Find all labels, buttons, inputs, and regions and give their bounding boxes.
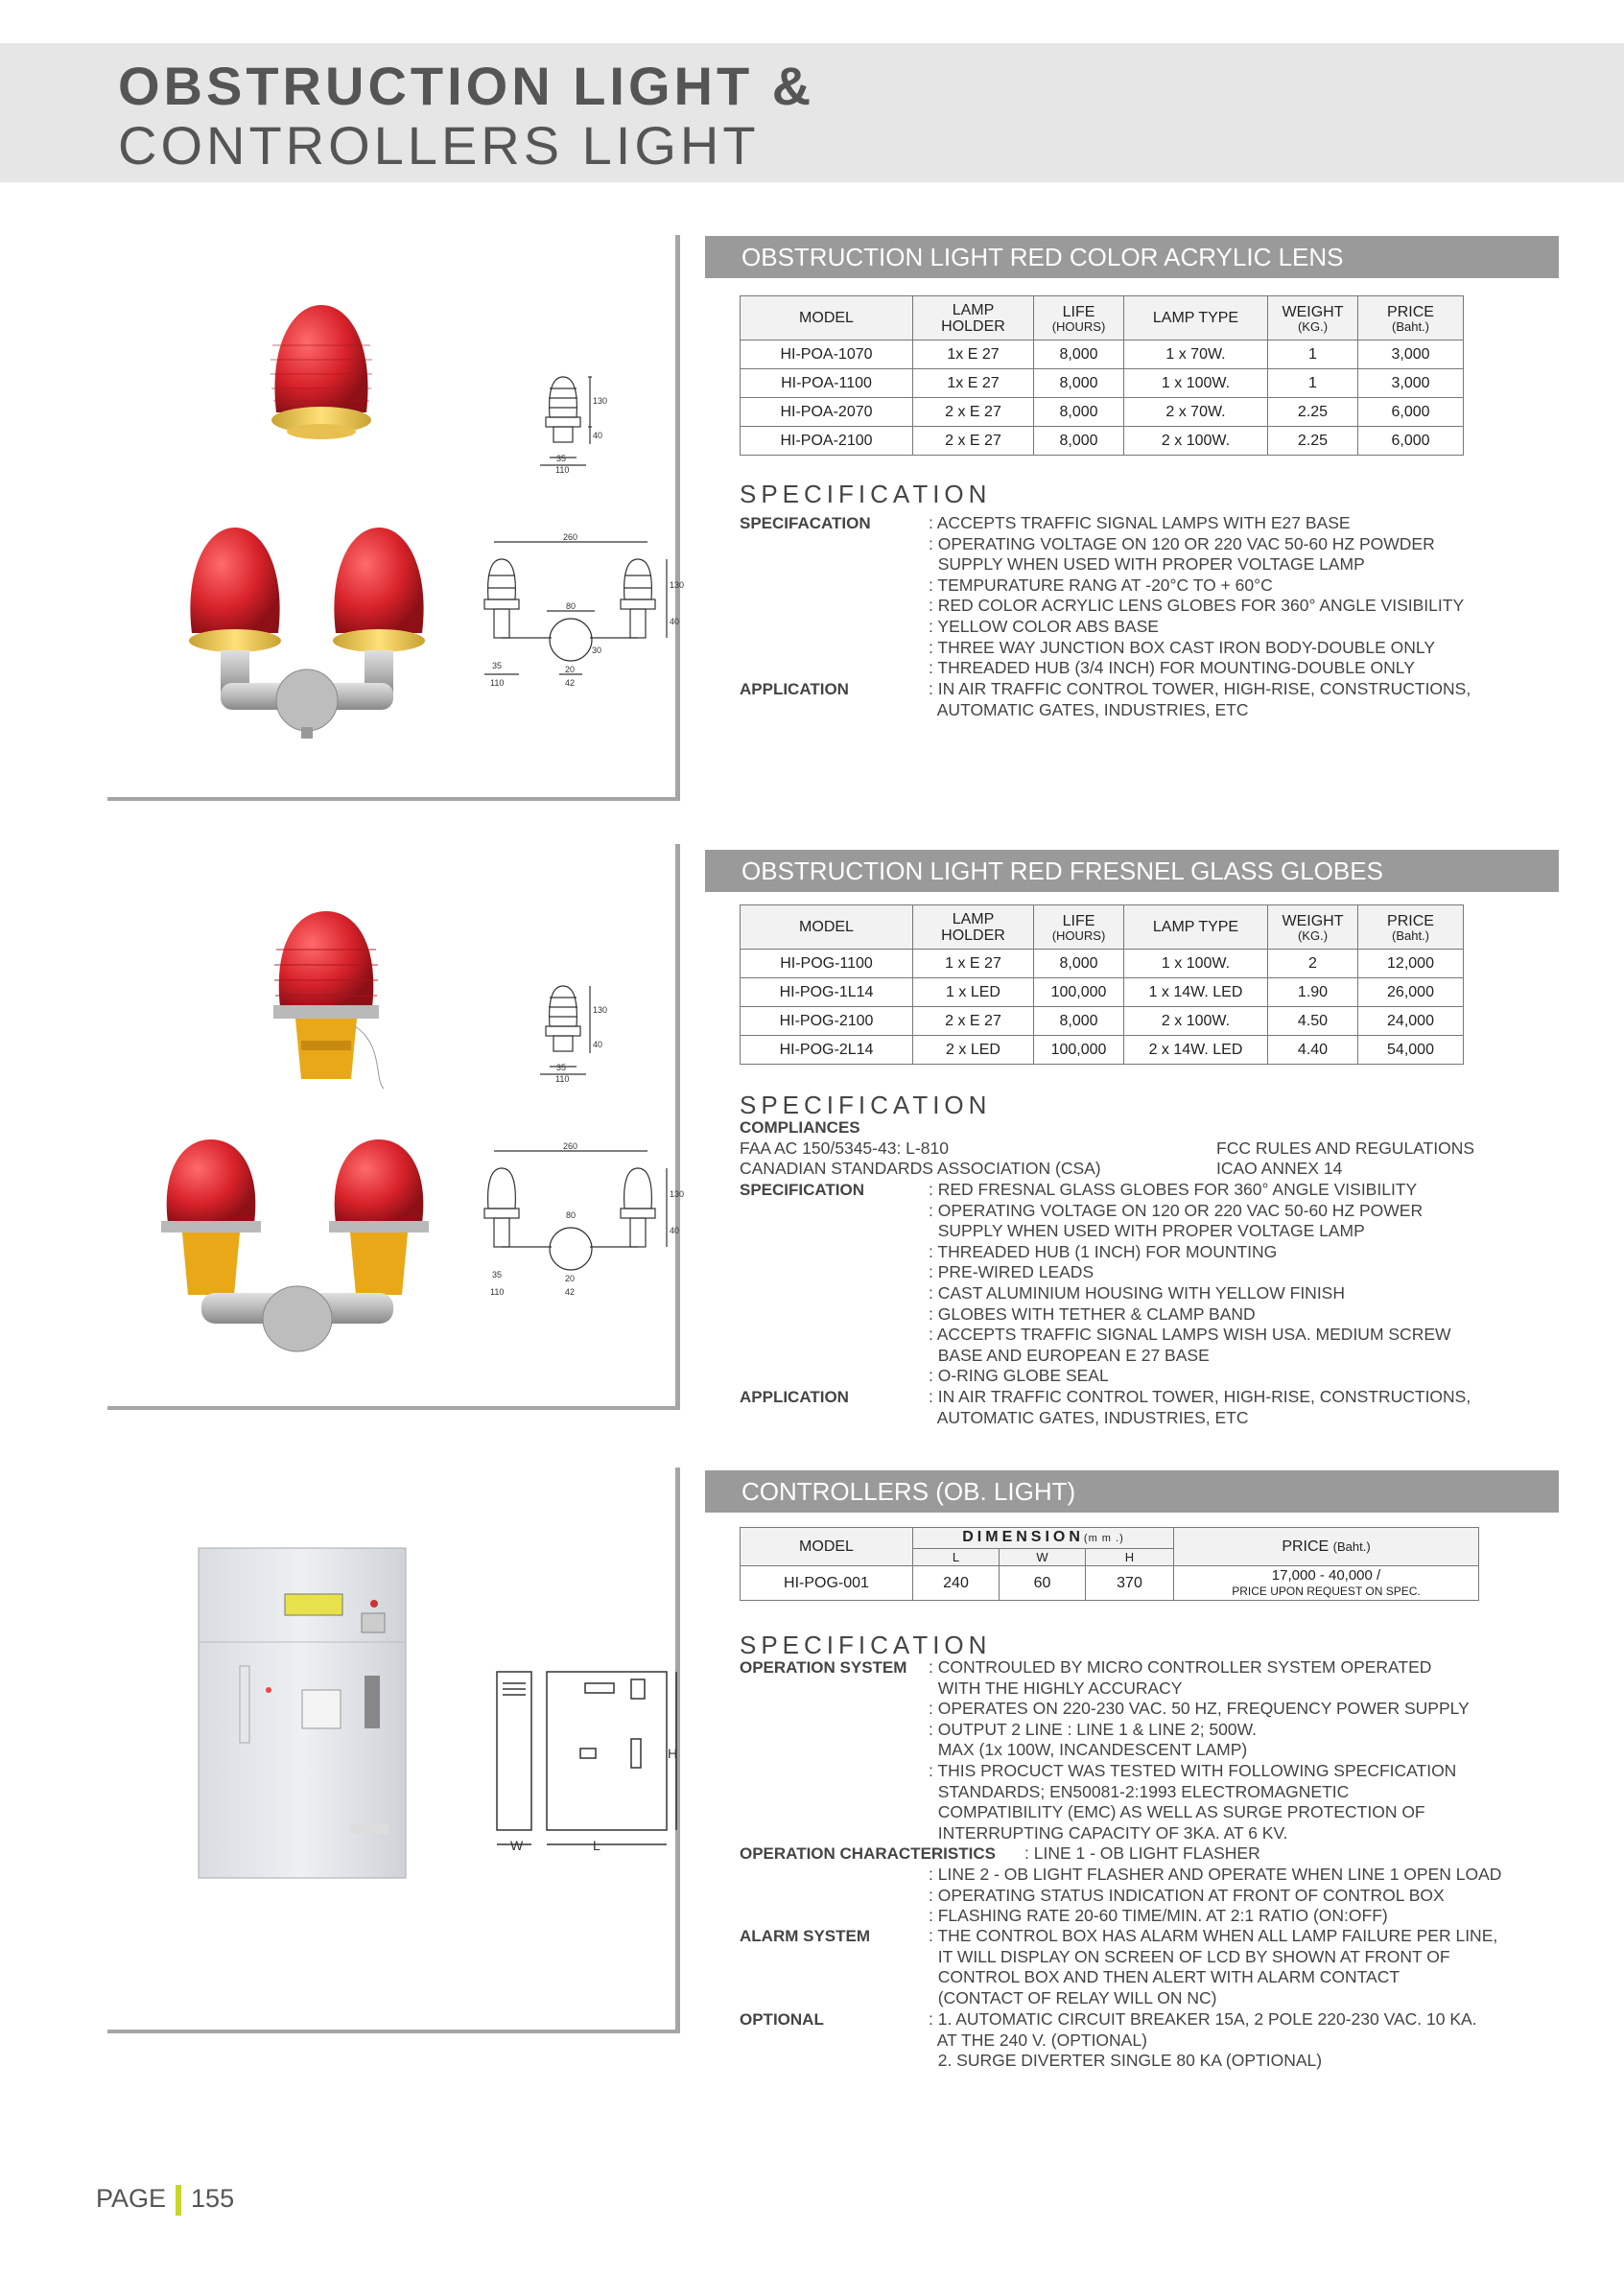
text-line: (CONTACT OF RELAY WILL ON NC) xyxy=(929,1987,1217,2007)
table-cell: 24,000 xyxy=(1358,1007,1464,1036)
ctrl-col-w: W xyxy=(1000,1549,1086,1566)
op-char-label: OPERATION CHARACTERISTICS xyxy=(740,1844,996,1863)
section1-spec-heading: SPECIFICATION xyxy=(740,480,992,508)
op-char-first: : LINE 1 - OB LIGHT FLASHER xyxy=(1024,1843,1260,1863)
table-row xyxy=(741,398,1464,427)
table-cell: 2 x 100W. xyxy=(1124,427,1268,456)
page-number: 155 xyxy=(191,2184,235,2213)
table-cell: 1 x 100W. xyxy=(1124,369,1268,398)
dim2-40: 40 xyxy=(593,1040,603,1049)
table-cell: HI-POG-1100 xyxy=(741,950,913,978)
col2-model: MODEL xyxy=(741,905,913,950)
table-cell: 54,000 xyxy=(1358,1036,1464,1065)
table-cell: 2 x 14W. LED xyxy=(1124,1036,1268,1065)
text-line: : OPERATING VOLTAGE ON 120 OR 220 VAC 50-60 HZ POWER xyxy=(929,1200,1424,1220)
text-line: : 1. AUTOMATIC CIRCUIT BREAKER 15A, 2 POLE 220-230 VAC. 10 KA. xyxy=(929,2009,1477,2029)
dim-40b: 40 xyxy=(670,617,680,626)
table-cell: 6,000 xyxy=(1358,427,1464,456)
dim2-130b: 130 xyxy=(670,1189,685,1199)
table-cell: 2 x E 27 xyxy=(913,427,1034,456)
table-cell: HI-POA-1100 xyxy=(741,369,913,398)
text-line: STANDARDS; EN50081-2:1993 ELECTROMAGNETIC xyxy=(929,1781,1350,1801)
controller-spec-table xyxy=(740,1527,1479,1601)
col-model: MODEL xyxy=(741,296,913,340)
col-price: PRICE (Baht.) xyxy=(1358,296,1464,340)
page-footer xyxy=(96,2184,234,2216)
ctrl-w: 60 xyxy=(1000,1566,1086,1601)
section2-spec-lines xyxy=(929,1180,1451,1387)
table-cell: 1 x 70W. xyxy=(1124,340,1268,369)
page-separator xyxy=(176,2185,181,2216)
section3-title: CONTROLLERS (OB. LIGHT) xyxy=(741,1477,1076,1506)
table-cell: 1 x 100W. xyxy=(1124,950,1268,978)
table-cell: 4.50 xyxy=(1268,1007,1358,1036)
dim-35b: 35 xyxy=(492,661,503,670)
dim-40: 40 xyxy=(593,431,603,440)
table-cell: HI-POG-1L14 xyxy=(741,978,913,1007)
text-line: COMPATIBILITY (EMC) AS WELL AS SURGE PROTECTION OF xyxy=(929,1802,1425,1822)
section2-title-bar xyxy=(705,850,1559,892)
dim2-80: 80 xyxy=(566,1210,577,1220)
text-line: AT THE 240 V. (OPTIONAL) xyxy=(929,2030,1147,2050)
text-line: AUTOMATIC GATES, INDUSTRIES, ETC xyxy=(929,699,1249,719)
text-line: BASE AND EUROPEAN E 27 BASE xyxy=(929,1345,1210,1365)
text-line: : ACCEPTS TRAFFIC SIGNAL LAMPS WISH USA. MEDIUM SCREW xyxy=(929,1325,1451,1345)
text-line: : YELLOW COLOR ABS BASE xyxy=(929,616,1159,636)
ctrl-price: 17,000 - 40,000 / PRICE UPON REQUEST ON SPEC. xyxy=(1174,1566,1479,1601)
table-cell: 8,000 xyxy=(1034,340,1124,369)
col2-lamp-holder: LAMP HOLDER xyxy=(913,905,1034,950)
text-line: : FLASHING RATE 20-60 TIME/MIN. AT 2:1 RATIO (ON:OFF) xyxy=(929,1906,1388,1926)
table-cell: 2 xyxy=(1268,950,1358,978)
dim-w-label: W xyxy=(510,1838,524,1853)
dim-l-label: L xyxy=(593,1838,600,1853)
ctrl-h: 370 xyxy=(1086,1566,1174,1601)
op-system-label: OPERATION SYSTEM xyxy=(740,1658,907,1677)
acrylic-double-dimension-drawing xyxy=(475,532,686,695)
acrylic-spec-table xyxy=(740,295,1464,456)
table-cell: HI-POA-2070 xyxy=(741,398,913,427)
compliance-1-right: FCC RULES AND REGULATIONS xyxy=(1216,1138,1475,1158)
table-cell: HI-POA-2100 xyxy=(741,427,913,456)
text-line: : OPERATES ON 220-230 VAC. 50 HZ, FREQUENCY POWER SUPPLY xyxy=(929,1699,1470,1719)
text-line: : THREADED HUB (3/4 INCH) FOR MOUNTING-DOUBLE ONLY xyxy=(929,658,1415,678)
text-line: 2. SURGE DIVERTER SINGLE 80 KA (OPTIONAL) xyxy=(929,2051,1323,2071)
text-line: : OPERATING VOLTAGE ON 120 OR 220 VAC 50-60 HZ POWDER xyxy=(929,533,1435,553)
text-line: : RED FRESNAL GLASS GLOBES FOR 360° ANGLE VISIBILITY xyxy=(929,1180,1418,1199)
section3-title-bar xyxy=(705,1470,1559,1513)
table-cell: 8,000 xyxy=(1034,427,1124,456)
table-cell: 2 x 100W. xyxy=(1124,1007,1268,1036)
ctrl-col-l: L xyxy=(913,1549,1000,1566)
compliance-1-left: FAA AC 150/5345-43: L-810 xyxy=(740,1138,949,1158)
dim-42: 42 xyxy=(565,678,576,688)
text-line: : ACCEPTS TRAFFIC SIGNAL LAMPS WITH E27 BASE xyxy=(929,513,1351,532)
dim2-35b: 35 xyxy=(492,1270,503,1279)
dim-h-label: H xyxy=(668,1746,678,1761)
text-line: : RED COLOR ACRYLIC LENS GLOBES FOR 360° ANGLE VISIBILITY xyxy=(929,596,1465,616)
text-line: : OPERATING STATUS INDICATION AT FRONT OF CONTROL BOX xyxy=(929,1885,1445,1905)
table-cell: 8,000 xyxy=(1034,369,1124,398)
col2-lamp-type: LAMP TYPE xyxy=(1124,905,1268,950)
table-cell: 2 x 70W. xyxy=(1124,398,1268,427)
text-line: : CAST ALUMINIUM HOUSING WITH YELLOW FINISH xyxy=(929,1282,1345,1303)
dim2-110: 110 xyxy=(555,1074,570,1084)
table-cell: HI-POG-2100 xyxy=(741,1007,913,1036)
table-cell: 1 xyxy=(1268,369,1358,398)
text-line: : GLOBES WITH TETHER & CLAMP BAND xyxy=(929,1303,1256,1324)
section1-spec-lines xyxy=(929,513,1464,679)
op-char-lines xyxy=(929,1865,1501,1927)
text-line: IT WILL DISPLAY ON SCREEN OF LCD BY SHOWN AT FRONT OF xyxy=(929,1946,1450,1966)
section2-application-label: APPLICATION xyxy=(740,1388,849,1406)
dim-130b: 130 xyxy=(670,580,685,590)
alarm-label: ALARM SYSTEM xyxy=(740,1927,870,1945)
table-row xyxy=(741,427,1464,456)
col-lamp-type: LAMP TYPE xyxy=(1124,296,1268,340)
table-row xyxy=(741,340,1464,369)
text-line: : LINE 2 - OB LIGHT FLASHER AND OPERATE WHEN LINE 1 OPEN LOAD xyxy=(929,1865,1502,1884)
col2-price: PRICE (Baht.) xyxy=(1358,905,1464,950)
text-line: : CONTROULED BY MICRO CONTROLLER SYSTEM OPERATED xyxy=(929,1657,1432,1677)
dim-260: 260 xyxy=(563,532,578,542)
page-title-line2: CONTROLLERS LIGHT xyxy=(118,115,760,176)
fresnel-single-dimension-drawing xyxy=(532,978,619,1084)
table-cell: 2.25 xyxy=(1268,427,1358,456)
fresnel-double-dimension-drawing xyxy=(475,1141,686,1304)
ctrl-col-price: PRICE (Baht.) xyxy=(1174,1528,1479,1566)
text-line: MAX (1x 100W, INCANDESCENT LAMP) xyxy=(929,1740,1248,1760)
controller-box-image xyxy=(197,1546,408,1882)
section1-application-lines xyxy=(929,679,1471,720)
section2-spec-label: SPECIFICATION xyxy=(740,1181,865,1199)
text-line: : THIS PROCUCT WAS TESTED WITH FOLLOWING SPECFICATION xyxy=(929,1760,1457,1780)
acrylic-single-light-image xyxy=(259,288,384,460)
table-cell: 6,000 xyxy=(1358,398,1464,427)
table-cell: 12,000 xyxy=(1358,950,1464,978)
page-title-line1: OBSTRUCTION LIGHT & xyxy=(118,56,815,116)
dim2-130: 130 xyxy=(593,1005,608,1015)
controller-dimension-drawing xyxy=(489,1664,681,1856)
dim-80: 80 xyxy=(566,601,577,611)
page-label: PAGE xyxy=(96,2184,167,2213)
dim2-35: 35 xyxy=(556,1063,567,1072)
compliance-2-left: CANADIAN STANDARDS ASSOCIATION (CSA) xyxy=(740,1159,1101,1178)
text-line: : O-RING GLOBE SEAL xyxy=(929,1366,1109,1386)
text-line: : IN AIR TRAFFIC CONTROL TOWER, HIGH-RISE, CONSTRUCTIONS, xyxy=(929,679,1471,698)
dim2-20: 20 xyxy=(565,1274,576,1283)
table-row xyxy=(741,1007,1464,1036)
col-lamp-holder: LAMP HOLDER xyxy=(913,296,1034,340)
table-row xyxy=(741,1036,1464,1065)
table-cell: 1.90 xyxy=(1268,978,1358,1007)
text-line: AUTOMATIC GATES, INDUSTRIES, ETC xyxy=(929,1407,1249,1427)
text-line: : THE CONTROL BOX HAS ALARM WHEN ALL LAMP FAILURE PER LINE, xyxy=(929,1926,1498,1945)
col2-weight: WEIGHT (KG.) xyxy=(1268,905,1358,950)
dim-110: 110 xyxy=(555,465,570,475)
dim2-40b: 40 xyxy=(670,1226,680,1235)
dim-20: 20 xyxy=(565,665,576,674)
text-line: WITH THE HIGHLY ACCURACY xyxy=(929,1678,1183,1698)
table-cell: 1 x LED xyxy=(913,978,1034,1007)
section2-spec-heading: SPECIFICATION xyxy=(740,1091,992,1119)
table-cell: 2.25 xyxy=(1268,398,1358,427)
ctrl-model: HI-POG-001 xyxy=(741,1566,913,1601)
table-cell: 1x E 27 xyxy=(913,369,1034,398)
compliance-2-right: ICAO ANNEX 14 xyxy=(1216,1159,1343,1178)
table-cell: 1 xyxy=(1268,340,1358,369)
ctrl-col-model: MODEL xyxy=(741,1528,913,1566)
section1-title-bar xyxy=(705,236,1559,278)
text-line: : THREADED HUB (1 INCH) FOR MOUNTING xyxy=(929,1241,1278,1261)
op-system-lines xyxy=(929,1657,1470,1843)
table-cell: 1 x E 27 xyxy=(913,950,1034,978)
table-cell: 8,000 xyxy=(1034,950,1124,978)
dim-110b: 110 xyxy=(490,678,505,688)
text-line: SUPPLY WHEN USED WITH PROPER VOLTAGE LAMP xyxy=(929,1221,1365,1241)
text-line: : PRE-WIRED LEADS xyxy=(929,1262,1094,1282)
table-cell: 2 x E 27 xyxy=(913,1007,1034,1036)
fresnel-single-light-image xyxy=(259,902,393,1098)
table-cell: 2 x E 27 xyxy=(913,398,1034,427)
dim-35: 35 xyxy=(556,454,567,463)
section1-title: OBSTRUCTION LIGHT RED COLOR ACRYLIC LENS xyxy=(741,243,1344,271)
section1-spec-label: SPECIFACATION xyxy=(740,514,871,532)
compliances-label: COMPLIANCES xyxy=(740,1118,860,1137)
text-line: INTERRUPTING CAPACITY OF 3KA. AT 6 KV. xyxy=(929,1822,1288,1843)
table-row xyxy=(741,369,1464,398)
table-cell: 8,000 xyxy=(1034,398,1124,427)
table-cell: 3,000 xyxy=(1358,340,1464,369)
alarm-lines xyxy=(929,1926,1497,2008)
section2-title: OBSTRUCTION LIGHT RED FRESNEL GLASS GLOBES xyxy=(741,857,1383,885)
dim-30: 30 xyxy=(592,646,602,655)
optional-label: OPTIONAL xyxy=(740,2010,824,2029)
dim2-260: 260 xyxy=(563,1141,578,1151)
text-line: : THREE WAY JUNCTION BOX CAST IRON BODY-DOUBLE ONLY xyxy=(929,637,1436,657)
table-cell: 100,000 xyxy=(1034,1036,1124,1065)
section3-spec-heading: SPECIFICATION xyxy=(740,1631,992,1659)
ctrl-col-h: H xyxy=(1086,1549,1174,1566)
text-line: SUPPLY WHEN USED WITH PROPER VOLTAGE LAMP xyxy=(929,554,1365,575)
table-cell: 8,000 xyxy=(1034,1007,1124,1036)
section1-application-label: APPLICATION xyxy=(740,680,849,698)
col-life: LIFE (HOURS) xyxy=(1034,296,1124,340)
ctrl-l: 240 xyxy=(913,1566,1000,1601)
table-cell: 3,000 xyxy=(1358,369,1464,398)
fresnel-double-light-image xyxy=(153,1132,441,1362)
table-cell: 1 x 14W. LED xyxy=(1124,978,1268,1007)
ctrl-col-dimension: DIMENSION(m m .) xyxy=(913,1528,1174,1549)
col2-life: LIFE (HOURS) xyxy=(1034,905,1124,950)
table-cell: 4.40 xyxy=(1268,1036,1358,1065)
col-weight: WEIGHT (KG.) xyxy=(1268,296,1358,340)
acrylic-double-light-image xyxy=(182,518,441,748)
text-line: : OUTPUT 2 LINE : LINE 1 & LINE 2; 500W. xyxy=(929,1719,1258,1739)
dim-130: 130 xyxy=(593,396,608,406)
dim2-42: 42 xyxy=(565,1287,576,1297)
section2-application-lines xyxy=(929,1387,1471,1428)
table-cell: 100,000 xyxy=(1034,978,1124,1007)
table-cell: HI-POG-2L14 xyxy=(741,1036,913,1065)
table-cell: HI-POA-1070 xyxy=(741,340,913,369)
acrylic-single-dimension-drawing xyxy=(532,369,619,475)
table-row xyxy=(741,950,1464,978)
text-line: : IN AIR TRAFFIC CONTROL TOWER, HIGH-RISE, CONSTRUCTIONS, xyxy=(929,1387,1471,1406)
text-line: CONTROL BOX AND THEN ALERT WITH ALARM CONTACT xyxy=(929,1967,1400,1987)
table-cell: 2 x LED xyxy=(913,1036,1034,1065)
dim2-110b: 110 xyxy=(490,1287,505,1297)
table-cell: 26,000 xyxy=(1358,978,1464,1007)
table-row xyxy=(741,978,1464,1007)
fresnel-spec-table xyxy=(740,904,1464,1065)
optional-lines xyxy=(929,2009,1477,2072)
table-cell: 1x E 27 xyxy=(913,340,1034,369)
text-line: : TEMPURATURE RANG AT -20°C TO + 60°C xyxy=(929,575,1273,595)
